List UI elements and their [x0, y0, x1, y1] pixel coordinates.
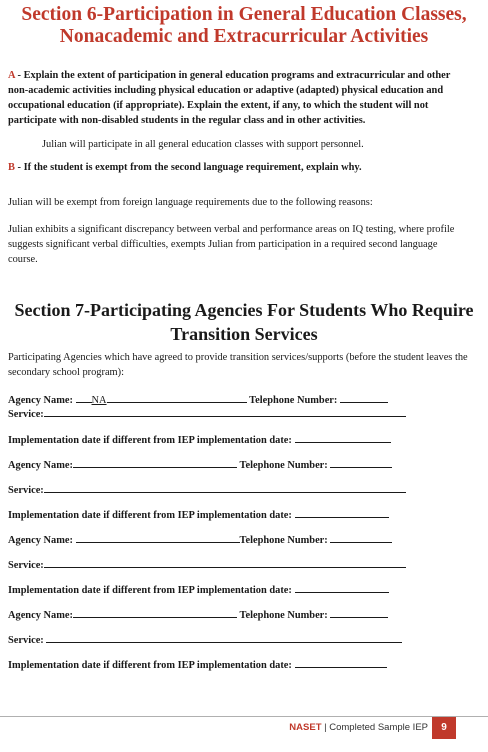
part-a-answer: Julian will participate in all general education classes with support personnel.	[42, 139, 364, 150]
page-number-badge: 9	[432, 717, 456, 739]
part-b-prompt-text: - If the student is exempt from the second language requirement, explain why.	[14, 162, 362, 173]
agency-2-name-field[interactable]	[73, 456, 237, 468]
service-label: Service:	[8, 635, 44, 646]
telephone-label: Telephone Number:	[249, 395, 338, 406]
section-6-title-line1: Section 6-Participation in General Education Classes,	[21, 4, 467, 25]
agency-1-service-field[interactable]	[44, 405, 406, 417]
footer-divider	[0, 716, 488, 717]
section-7-title-line1: Section 7-Participating Agencies For Students Who Require	[14, 300, 474, 320]
agency-2-telephone-field[interactable]	[330, 456, 392, 468]
part-b-answer-2: Julian exhibits a significant discrepancy between verbal and performance areas on IQ testing, where profile suggests significant verbal difficulties, exempts Julian from participation in a required second language course.	[8, 224, 455, 265]
service-label: Service:	[8, 485, 44, 496]
agency-1-telephone-field[interactable]	[340, 391, 388, 403]
telephone-label: Telephone Number:	[239, 610, 328, 621]
footer-brand: NASET	[289, 722, 322, 733]
footer-caption	[289, 722, 428, 733]
implementation-label: Implementation date if different from IEP implementation date:	[8, 510, 292, 521]
footer-document-title: Completed Sample IEP	[329, 722, 428, 733]
part-a-prompt-text: - Explain the extent of participation in general education programs and extracurricular and other non-academic activities including physical education or adaptive (adapted) physical education and occupational education (if appropriate). Explain the extent, if any, to which the student will not participate with non-disabled students in the regular class and in other activities.	[8, 70, 451, 126]
agency-4-service-field[interactable]	[46, 631, 402, 643]
agency-name-label: Agency Name:	[8, 460, 73, 471]
service-label: Service:	[8, 560, 44, 571]
agency-name-label: Agency Name:	[8, 535, 73, 546]
agency-2-row	[8, 456, 392, 473]
part-b-prompt	[8, 160, 468, 175]
telephone-label: Telephone Number:	[239, 535, 328, 546]
agency-4-implementation-row	[8, 656, 387, 673]
implementation-label: Implementation date if different from IEP implementation date:	[8, 435, 292, 446]
agency-3-implementation-field[interactable]	[295, 581, 389, 593]
agency-1-service-row	[8, 405, 406, 422]
section-6-title-line2: Nonacademic and Extracurricular Activities	[59, 26, 429, 47]
service-label: Service:	[8, 409, 44, 420]
part-a-prompt	[8, 68, 468, 128]
section-7-intro: Participating Agencies which have agreed to provide transition services/supports (before the student leaves the secondary school program):	[8, 352, 468, 378]
agency-3-name-field[interactable]	[76, 531, 240, 543]
part-b-answer-1: Julian will be exempt from foreign language requirements due to the following reasons:	[8, 197, 373, 208]
agency-name-label: Agency Name:	[8, 395, 73, 406]
agency-1-value[interactable]: NA	[91, 395, 107, 406]
agency-4-implementation-field[interactable]	[295, 656, 387, 668]
agency-1-implementation-field[interactable]	[295, 431, 391, 443]
agency-3-service-field[interactable]	[44, 556, 406, 568]
section-6-heading	[0, 4, 488, 48]
agency-3-implementation-row	[8, 581, 389, 598]
agency-4-name-field[interactable]	[73, 606, 237, 618]
agency-3-service-row	[8, 556, 406, 573]
agency-3-row	[8, 531, 392, 548]
section-7-heading	[0, 298, 488, 346]
footer-separator: |	[321, 722, 330, 733]
agency-4-row	[8, 606, 388, 623]
agency-2-service-field[interactable]	[44, 481, 406, 493]
agency-2-service-row	[8, 481, 406, 498]
implementation-label: Implementation date if different from IEP implementation date:	[8, 660, 292, 671]
agency-4-telephone-field[interactable]	[330, 606, 388, 618]
agency-3-telephone-field[interactable]	[330, 531, 392, 543]
agency-4-service-row	[8, 631, 402, 648]
agency-2-implementation-field[interactable]	[295, 506, 389, 518]
implementation-label: Implementation date if different from IEP implementation date:	[8, 585, 292, 596]
section-7-title-line2: Transition Services	[170, 324, 318, 344]
telephone-label: Telephone Number:	[239, 460, 328, 471]
agency-1-name-field[interactable]	[107, 391, 247, 403]
agency-1-implementation-row	[8, 431, 391, 448]
part-b-letter: B	[8, 162, 15, 173]
part-a-letter: A	[8, 70, 15, 81]
agency-name-label: Agency Name:	[8, 610, 73, 621]
agency-2-implementation-row	[8, 506, 389, 523]
